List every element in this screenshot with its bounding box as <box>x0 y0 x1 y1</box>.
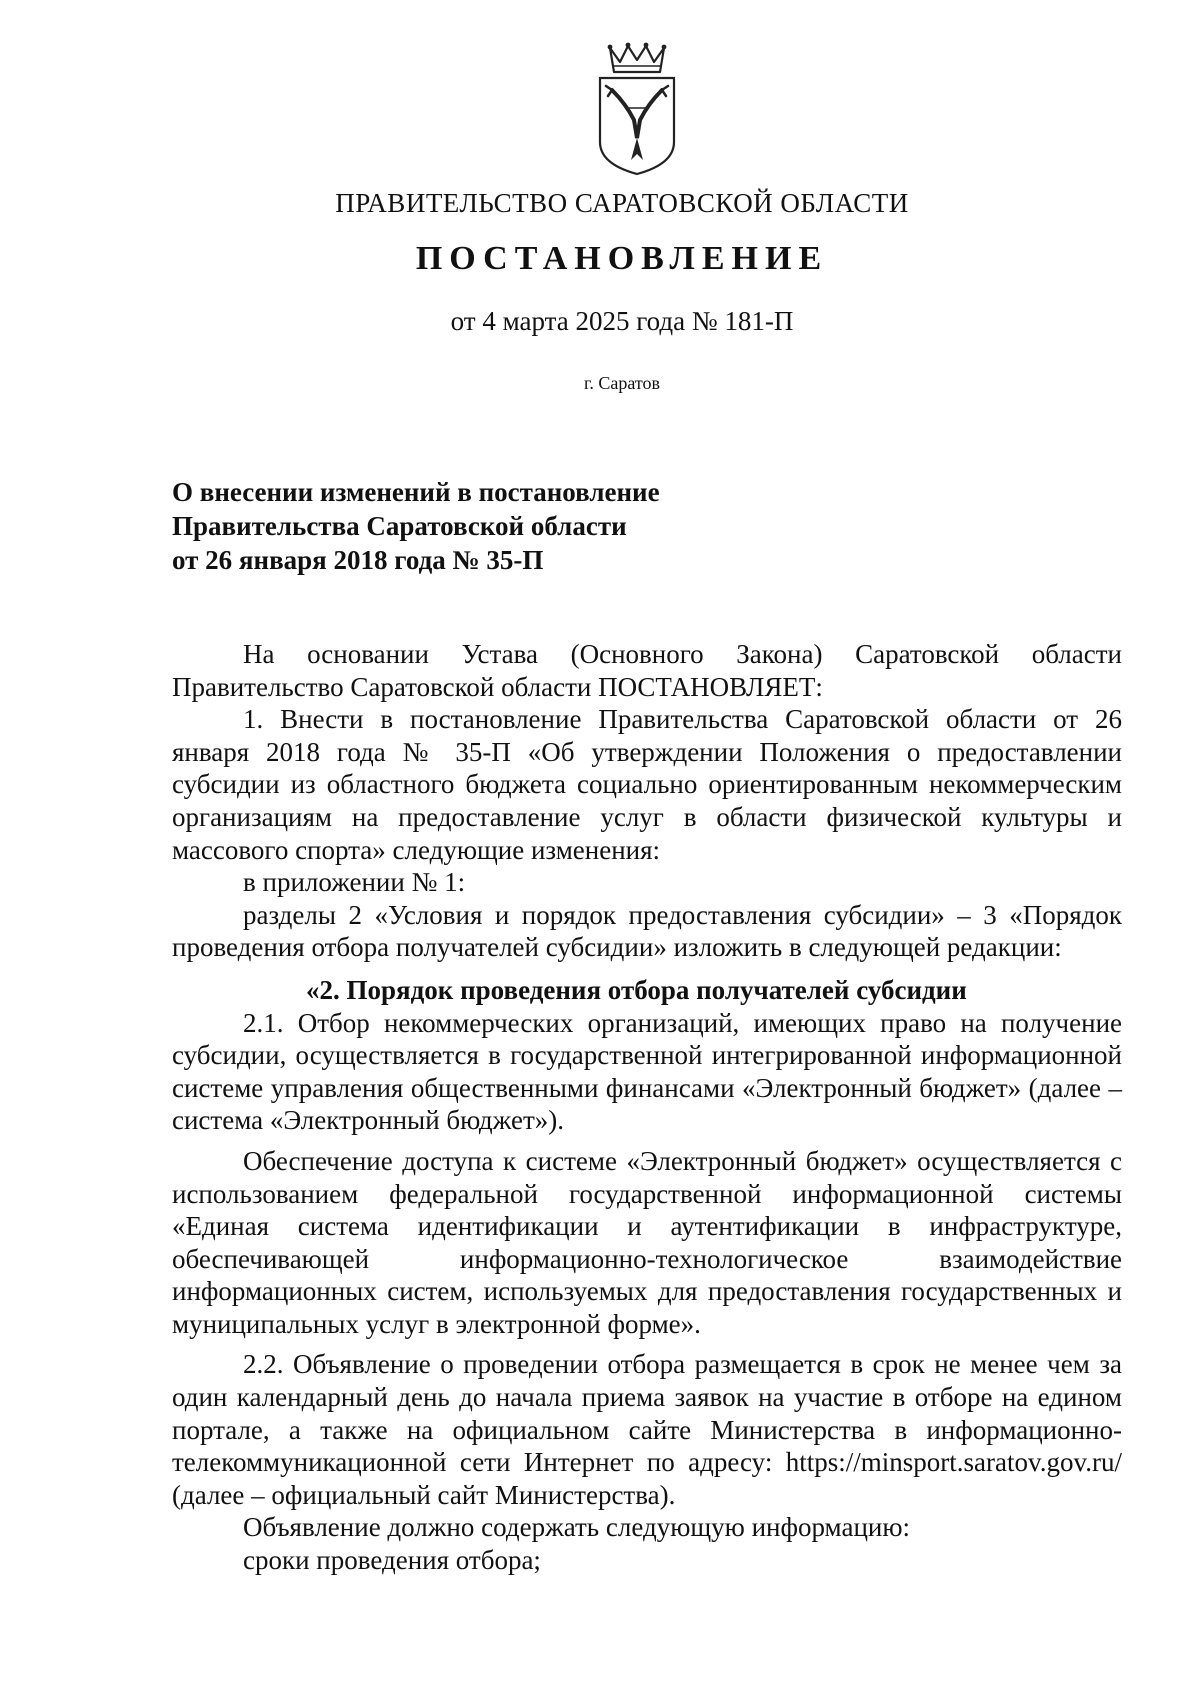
body-paragraph: 1. Внести в постановление Правительства Саратовской области от 26 января 2018 года № 35-П «Об утверждении Положения о предоставлении субсидии из областного бюджета социально ориентированным некоммерческим организациям на предоставление услуг в области физической культуры и массового спорта» следующие изменения: <box>172 704 1122 865</box>
document-type-title: ПОСТАНОВЛЕНИЕ <box>415 240 829 277</box>
body-paragraph: На основании Устава (Основного Закона) Саратовской области Правительство Саратовской области ПОСТАНОВЛЯЕТ: <box>172 639 1122 702</box>
date-and-number: от 4 марта 2025 года № 181-П <box>450 306 794 336</box>
subject-line: Правительства Саратовской области <box>172 511 627 541</box>
section-heading: «2. Порядок проведения отбора получателей субсидии <box>306 974 967 1005</box>
document-body <box>172 638 1122 1577</box>
body-paragraph: в приложении № 1: <box>243 867 466 898</box>
subject-line: О внесении изменений в постановление <box>172 477 660 507</box>
body-paragraph: Обеспечение доступа к системе «Электронный бюджет» осуществляется с использованием федеральной государственной информационной системы «Единая система идентификации и аутентификации в инфраструктуре, обеспечивающей информационно-технологическое взаимодействие информационных систем, используемых для предоставления государственных и муниципальных услуг в электронной форме». <box>172 1145 1122 1339</box>
city-name: г. Саратов <box>584 373 660 393</box>
body-paragraph: 2.1. Отбор некоммерческих организаций, имеющих право на получение субсидии, осуществляется в государственной интегрированной информационной системе управления общественными финансами «Электронный бюджет» (далее – система «Электронный бюджет»). <box>172 1007 1122 1136</box>
saratov-coat-of-arms-icon <box>592 42 682 177</box>
body-paragraph: Объявление должно содержать следующую информацию: <box>243 1512 911 1543</box>
body-paragraph: 2.2. Объявление о проведении отбора размещается в срок не менее чем за один календарный день до начала приема заявок на участие в отборе на едином портале, а также на официальном сайте Министерства в информационно-телекоммуникационной сети Интернет по адресу: https://minsport.saratov.gov.ru/ (далее – официальный сайт Министерства). <box>172 1349 1122 1510</box>
body-paragraph: разделы 2 «Условия и порядок предоставления субсидии» – 3 «Порядок проведения отбора получателей субсидии» изложить в следующей редакции: <box>172 899 1122 963</box>
government-name: ПРАВИТЕЛЬСТВО САРАТОВСКОЙ ОБЛАСТИ <box>335 188 909 218</box>
document-subject <box>172 475 660 577</box>
body-paragraph: сроки проведения отбора; <box>243 1545 541 1576</box>
subject-line: от 26 января 2018 года № 35-П <box>172 545 544 575</box>
